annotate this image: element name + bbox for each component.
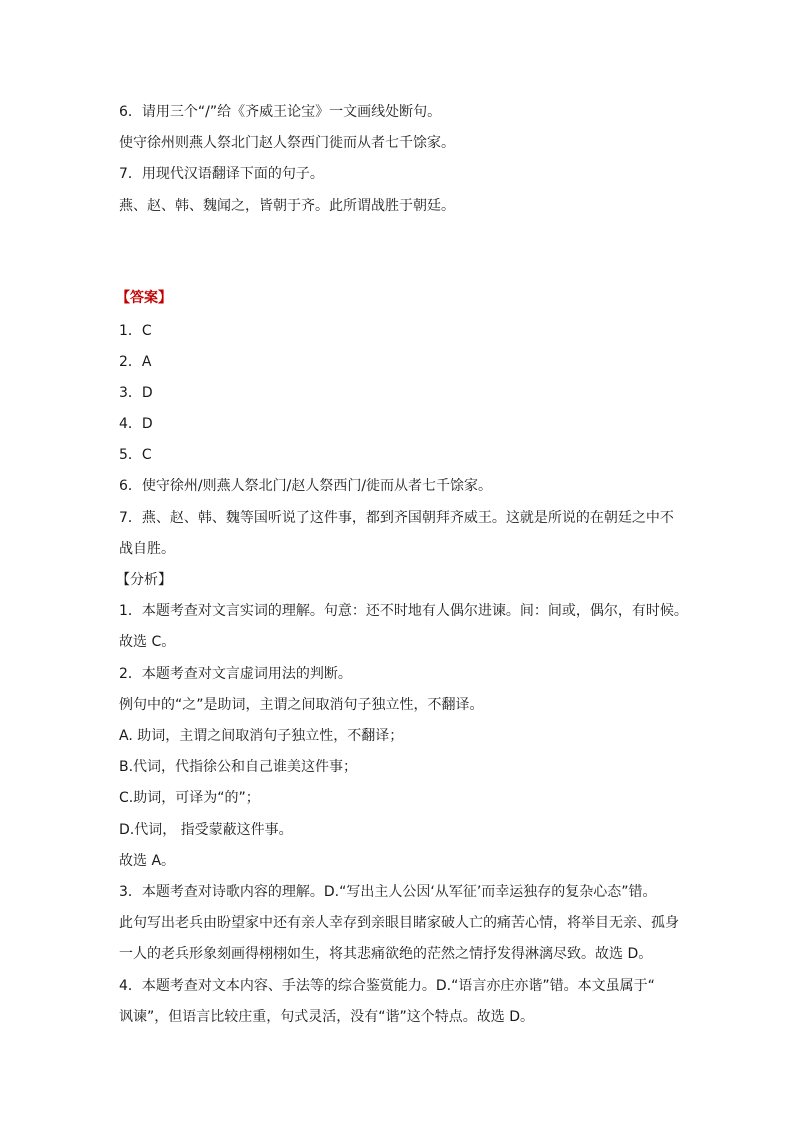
- analysis-line: 一人的老兵形象刻画得栩栩如生，将其悲痛欲绝的茫然之情抒发得淋漓尽致。故选 D。: [119, 946, 653, 962]
- analysis-line: C.助词，可译为“的”；: [119, 790, 260, 806]
- analysis-line: 此句写出老兵由盼望家中还有亲人幸存到亲眼目睹家破人亡的痛苦心情，将举目无亲、孤身: [119, 915, 679, 931]
- answer-heading: 【答案】: [116, 290, 172, 306]
- analysis-line: 1．本题考查对文言实词的理解。句意：还不时地有人偶尔进谏。间：间或，偶尔，有时候。: [119, 603, 688, 619]
- analysis-line: 故选 A。: [119, 853, 176, 869]
- answer-item: 1．C: [119, 323, 152, 339]
- answer-item: 3．D: [119, 385, 153, 401]
- analysis-line: 讽谏”，但语言比较庄重，句式灵活，没有“谐”这个特点。故选 D。: [119, 1009, 534, 1025]
- answer-item: 6．使守徐州/则燕人祭北门/赵人祭西门/徙而从者七千馀家。: [119, 478, 493, 494]
- analysis-line: D.代词， 指受蒙蔽这件事。: [119, 822, 293, 838]
- question-6-text: 使守徐州则燕人祭北门赵人祭西门徙而从者七千馀家。: [119, 135, 455, 151]
- analysis-line: 3．本题考查对诗歌内容的理解。D.“写出主人公因‘从军征’而幸运独存的复杂心态”错。: [119, 884, 657, 900]
- question-7-prompt: 7．用现代汉语翻译下面的句子。: [119, 166, 324, 182]
- analysis-heading: 【分析】: [116, 572, 172, 588]
- answer-item: 7．燕、赵、韩、魏等国听说了这件事，都到齐国朝拜齐威王。这就是所说的在朝廷之中不: [119, 510, 674, 526]
- question-6-prompt: 6．请用三个“/”给《齐威王论宝》一文画线处断句。: [119, 104, 442, 120]
- answer-item: 5．C: [119, 447, 152, 463]
- answer-item: 4．D: [119, 416, 153, 432]
- analysis-line: B.代词，代指徐公和自己谁美这件事；: [119, 759, 358, 775]
- analysis-line: A. 助词，主谓之间取消句子独立性，不翻译；: [119, 728, 404, 744]
- question-7-text: 燕、赵、韩、魏闻之，皆朝于齐。此所谓战胜于朝廷。: [119, 198, 455, 214]
- analysis-line: 4．本题考查对文本内容、手法等的综合鉴赏能力。D.“语言亦庄亦谐”错。本文虽属于“: [119, 978, 655, 994]
- analysis-line: 2．本题考查对文言虚词用法的判断。: [119, 666, 352, 682]
- answer-item: 2．A: [119, 354, 152, 370]
- analysis-line: 例句中的“之”是助词，主谓之间取消句子独立性，不翻译。: [119, 697, 484, 713]
- analysis-line: 故选 C。: [119, 634, 176, 650]
- answer-item-continued: 战自胜。: [119, 541, 175, 557]
